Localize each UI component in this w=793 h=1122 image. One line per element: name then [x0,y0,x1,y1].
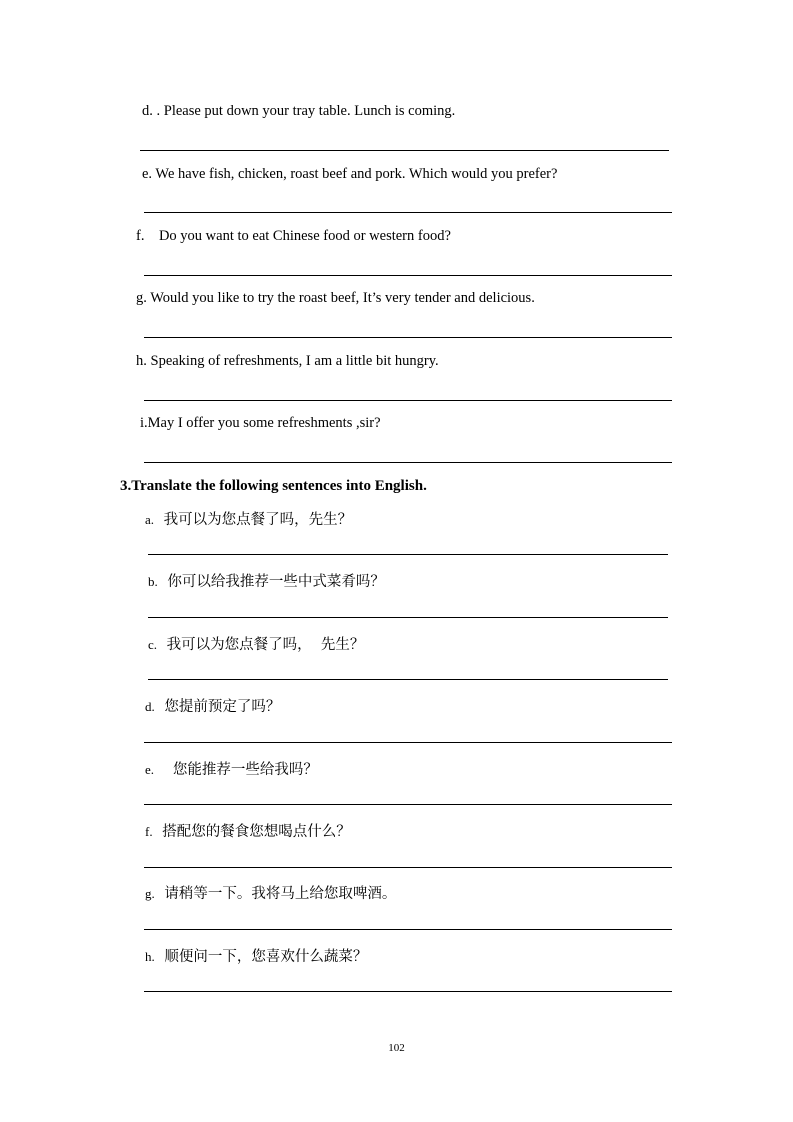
answer-line-h2 [144,991,672,992]
sentence-e: e. We have fish, chicken, roast beef and pork. Which would you prefer? [142,166,558,182]
translate-item-g [145,882,396,903]
chinese-sentence: 请稍等一下。我将马上给您取啤酒。 [164,886,397,902]
answer-line-a [148,554,668,555]
translate-item-a [145,508,352,529]
sentence-h: h. Speaking of refreshments, I am a little bit hungry. [136,353,439,369]
answer-line-g [144,337,672,338]
answer-line-e [144,212,672,213]
answer-line-b [148,617,668,618]
item-label: c. [148,637,158,652]
sentence-f: f. Do you want to eat Chinese food or western food? [136,228,451,244]
translate-item-c [148,633,364,654]
translate-item-b [148,570,385,591]
translate-item-f [145,820,351,841]
answer-line-f2 [144,867,672,868]
translate-item-d [145,695,280,716]
section-3-heading: 3.Translate the following sentences into English. [120,478,427,494]
item-label: a. [145,512,155,527]
sentence-d: d. . Please put down your tray table. Lunch is coming. [142,103,456,119]
chinese-sentence: 顺便问一下，您喜欢什么蔬菜？ [164,949,368,965]
answer-line-h [144,400,672,401]
answer-line-c [148,679,668,680]
answer-line-d2 [144,742,672,743]
page-number: 102 [388,1042,405,1054]
chinese-sentence: 您能推荐一些给我吗？ [163,762,318,778]
item-label: g. [145,886,155,901]
item-label: e. [145,762,155,777]
item-label: h. [145,949,155,964]
sentence-i: i.May I offer you some refreshments ,sir? [140,415,381,431]
answer-line-g2 [144,929,672,930]
answer-line-f [144,275,672,276]
translate-item-e [145,758,318,779]
item-label: f. [145,824,153,839]
sentence-g: g. Would you like to try the roast beef, It’s very tender and delicious. [136,290,535,306]
item-label: b. [148,574,158,589]
translate-item-h [145,945,367,966]
item-label: d. [145,699,155,714]
chinese-sentence: 你可以给我推荐一些中式菜肴吗？ [167,574,385,590]
answer-line-e2 [144,804,672,805]
answer-line-d [140,150,669,151]
chinese-sentence: 我可以为您点餐了吗， 先生？ [166,637,365,653]
chinese-sentence: 我可以为您点餐了吗，先生？ [163,512,353,528]
chinese-sentence: 搭配您的餐食您想喝点什么？ [162,824,351,840]
answer-line-i [144,462,672,463]
chinese-sentence: 您提前预定了吗？ [164,699,281,715]
